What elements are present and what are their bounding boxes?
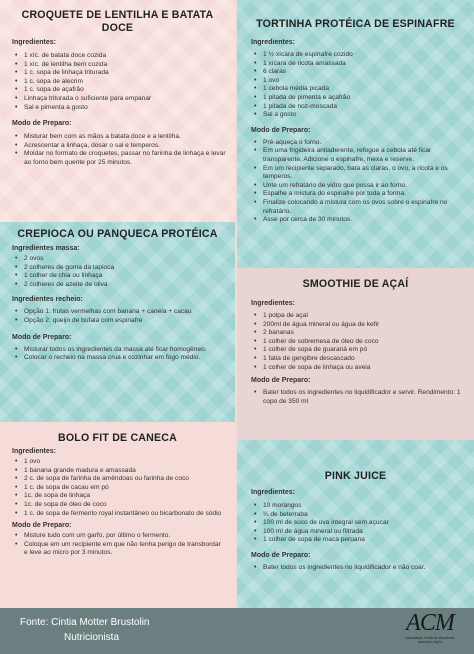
smoothie-ingredients-heading: Ingredientes: (251, 300, 295, 307)
tortinha-card (237, 0, 474, 268)
crepioca-ingredients-list (12, 255, 235, 289)
bolo-prep-list (12, 532, 222, 558)
pinkjuice-prep-heading: Modo de Preparo: (251, 551, 311, 559)
acm-logo-text: ACM (406, 610, 454, 636)
list-item: • Colocar o recheio na massa crua e cozinhar em fogo médio. (12, 354, 212, 363)
crepioca-card (0, 222, 235, 422)
tortinha-prep-heading: Modo de Preparo: (251, 126, 311, 134)
croquete-title (0, 9, 235, 35)
smoothie-title: SMOOTHIE DE AÇAÍ (302, 278, 409, 290)
list-item: • 200ml de água mineral ou água de kefir (251, 321, 474, 330)
list-item: • Misturar todos os ingredientes da massa até ficar homogêneo. (12, 346, 212, 355)
list-item: • 1 xícara de ricota amassada (251, 60, 474, 69)
list-item: • 1 c. sopa de linhaça triturada (12, 69, 235, 78)
crepioca-prep-heading: Modo de Preparo: (12, 333, 72, 341)
croquete-prep-list (12, 133, 227, 167)
list-item: • Misturar bem com as mãos a batata doce e a lentilha. (12, 133, 227, 142)
list-item: • Linhaça triturada o suficiente para empanar (12, 95, 235, 104)
tortinha-prep-list (251, 139, 461, 225)
crepioca-ingredients-heading: Ingredientes massa: (12, 245, 80, 252)
list-item: • Pré-aqueça o forno. (251, 139, 461, 148)
list-item: • 1 fatia de gengibre descascado (251, 355, 474, 364)
bolo-title: BOLO FIT DE CANECA (58, 432, 177, 444)
list-item: • 100 ml de suco de uva integral sem açúcar (251, 519, 474, 528)
list-item: • 1 ½ xícara de espinafre cozido (251, 51, 474, 60)
list-item: • Espalhe a mistura do espinafre por toda a forma. (251, 190, 461, 199)
list-item: • 1 c. sopa de açafrão (12, 86, 235, 95)
list-item: • 2 colheres de goma da tapioca (12, 264, 235, 273)
footer-role: Nutricionista (64, 632, 120, 643)
smoothie-prep-list (251, 389, 461, 406)
list-item: • 1 banana grande madura e amassada (12, 467, 232, 476)
pinkjuice-card (237, 440, 474, 608)
croquete-prep-heading: Modo de Preparo: (12, 120, 72, 128)
list-item: • Sal e pimenta a gosto (12, 104, 235, 113)
bolo-card (0, 422, 235, 608)
list-item: • 1c. de sopa de óleo de coco (12, 501, 232, 510)
list-item: • Bater todos os ingredientes no liquidificador e não coar. (251, 564, 466, 573)
crepioca-filling-list (12, 308, 232, 325)
list-item: • 1 colher de sobremesa de óleo de coco (251, 338, 474, 347)
bolo-ingredients-heading: Ingredientes: (12, 448, 56, 455)
bolo-prep-heading: Modo de Preparo: (12, 522, 72, 530)
bolo-ingredients-list (12, 458, 232, 518)
list-item: • Asse por cerca de 30 minutos. (251, 216, 461, 225)
list-item: • 1 colher de sopa de guaraná em pó (251, 346, 474, 355)
list-item: • Moldar no formato de croquetes, passar no farinha de linhaça e levar ao forno bem quente por 25 minutos. (12, 150, 227, 167)
list-item: • Opção 2: queijo de búfala com espinafre (12, 317, 232, 326)
list-item: • Em uma frigideira antiaderente, refogue a cebola até ficar transparente. Adicione o espinafre, mexa e reserve. (251, 147, 461, 164)
tortinha-title: TORTINHA PROTÉICA DE ESPINAFRE (256, 18, 455, 30)
smoothie-prep-heading: Modo de Preparo: (251, 377, 311, 385)
list-item: • 10 morangos (251, 502, 474, 511)
crepioca-prep-list (12, 346, 212, 363)
list-item: • 6 claras (251, 68, 474, 77)
list-item: • 1 c. sopa de alecrim (12, 78, 235, 87)
list-item: • Coloque em um recipiente em que não tenha perigo de transbordar e leve ao micro por 3 minutos. (12, 541, 222, 558)
pinkjuice-prep-list (251, 564, 466, 573)
footer-source: Fonte: Cintia Motter Brustolin (20, 617, 150, 628)
list-item: • 1 colher de sopa de maca peruana (251, 536, 474, 545)
list-item: • 1 ovo (12, 458, 232, 467)
pinkjuice-ingredients-heading: Ingredientes: (251, 489, 295, 496)
list-item: • 1 colher de chia ou linhaça (12, 272, 235, 281)
list-item: • Misture tudo com um garfo, por último o fermento. (12, 532, 222, 541)
smoothie-card (237, 268, 474, 440)
list-item: • ¼ de beterraba (251, 511, 474, 520)
list-item: • 1 pitada de noz-moscada (251, 103, 474, 112)
croquete-card (0, 0, 235, 222)
crepioca-filling-heading: Ingredientes recheio: (12, 296, 83, 304)
list-item: • Bater todos os ingredientes no liquidificador e servir. Rendimento: 1 copo de 350 ml (251, 389, 461, 406)
pinkjuice-title: PINK JUICE (324, 470, 387, 482)
list-item: • 1 c. de sopa de cacau em pó (12, 484, 232, 493)
list-item: • 1c. de sopa de linhaça (12, 492, 232, 501)
crepioca-title: CREPIOCA OU PANQUECA PROTÉICA (17, 228, 218, 240)
tortinha-ingredients-list (251, 51, 474, 120)
pinkjuice-ingredients-list (251, 502, 474, 545)
list-item: • 2 c. de sopa de farinha de amêndoas ou farinha de coco (12, 475, 232, 484)
list-item: • 2 bananas (251, 329, 474, 338)
list-item: • 1 ovo (251, 77, 474, 86)
list-item: • 1 xíc. de batata doce cozida (12, 52, 235, 61)
smoothie-ingredients-list (251, 312, 474, 372)
list-item: • 100 ml de água mineral ou filtrada (251, 528, 474, 537)
list-item: • Unte um refratário de vidro que possa ir ao forno. (251, 182, 461, 191)
croquete-ingredients-heading: Ingredientes: (12, 39, 56, 46)
croquete-title-line2: DOCE (101, 22, 134, 34)
list-item: • 1 c. de sopa de fermento royal instantâneo ou bicarbonato de sódio (12, 510, 232, 519)
list-item: • 2 ovos (12, 255, 235, 264)
acm-logo (400, 610, 460, 652)
list-item: • Finalize colocando a mistura com os ovos sobre o espinafre no refratário. (251, 199, 461, 216)
list-item: • Opção 1: frutas vermelhas com banana + canela + cacau (12, 308, 232, 317)
list-item: • 1 polpa de açaí (251, 312, 474, 321)
list-item: • 1 xíc. de lentilha bem cozida (12, 61, 235, 70)
acm-logo-sub1: Associação Cristã de Moradores (405, 636, 455, 640)
list-item: • Sal a gosto (251, 111, 474, 120)
list-item: • 1 pitada de pimenta e açafrão (251, 94, 474, 103)
list-item: • 1 colher de sopa de linhaça ou aveia (251, 364, 474, 373)
list-item: • Acrescentar a linhaça, dosar o sal e temperos. (12, 142, 227, 151)
tortinha-ingredients-heading: Ingredientes: (251, 39, 295, 46)
croquete-ingredients-list (12, 52, 235, 112)
list-item: • 2 colheres de azeite de oliva (12, 281, 235, 290)
list-item: • Em um recipiente separado, bata as claras, o ovo, a ricota e os temperos. (251, 165, 461, 182)
list-item: • 1 cebola média picada (251, 85, 474, 94)
croquete-title-line1: CROQUETE DE LENTILHA E BATATA (21, 9, 214, 21)
acm-logo-sub2: www.acm.org.br (417, 640, 443, 644)
